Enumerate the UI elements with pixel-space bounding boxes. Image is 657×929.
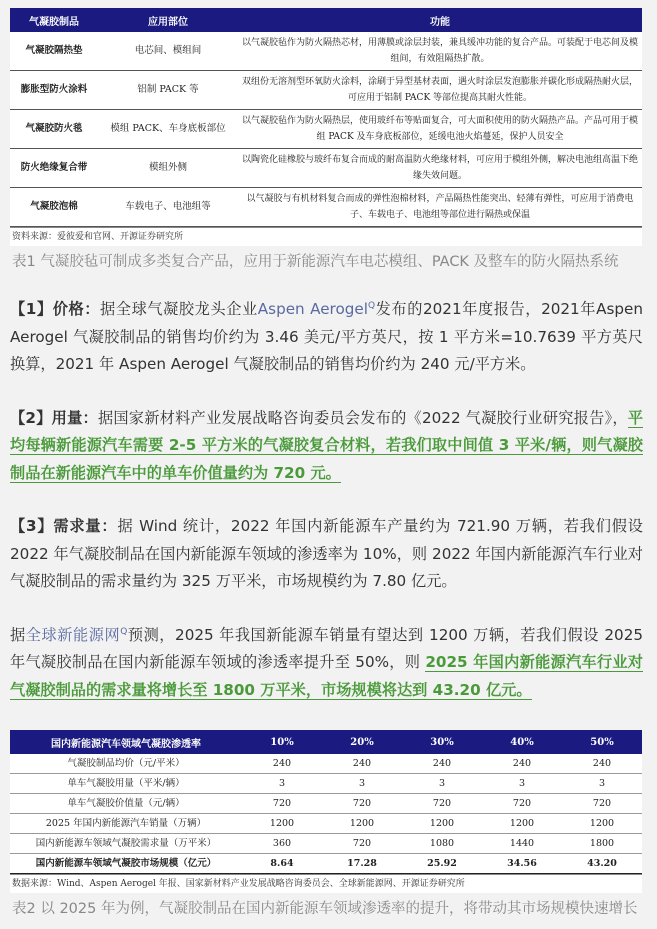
penetration-table xyxy=(10,730,642,893)
row-label: 单车气凝胶用量（平米/辆） xyxy=(10,774,242,794)
table-cell: 720 xyxy=(322,834,402,854)
table-cell: 240 xyxy=(562,754,642,774)
paragraph-label: 【3】需求量： xyxy=(10,517,118,535)
product-function: 以气凝胶毡作为防火隔热层，使用玻纤布等贴面复合，可大面积使用的防火隔热产品。产品可用于模组 PACK 及车身底板部位，延缓电池火焰蔓延，保护人员安全 xyxy=(238,110,642,149)
table-header: 气凝胶制品 xyxy=(10,8,98,32)
table-cell: 3 xyxy=(402,774,482,794)
row-label: 国内新能源车领域气凝胶市场规模（亿元） xyxy=(10,854,242,874)
table-cell: 720 xyxy=(322,794,402,814)
table-header: 10% xyxy=(242,730,322,754)
table-cell: 3 xyxy=(242,774,322,794)
product-location: 模组 PACK、车身底板部位 xyxy=(98,110,238,149)
table-cell: 240 xyxy=(402,754,482,774)
table-cell: 720 xyxy=(482,794,562,814)
paragraph-label: 【1】价格： xyxy=(10,300,101,318)
table-source: 资料来源：爱彼爱和官网、开源证券研究所 xyxy=(10,227,642,246)
table-caption: 表1 气凝胶毡可制成多类复合产品，应用于新能源汽车电芯模组、PACK 及整车的防火隔热系统 xyxy=(12,254,619,270)
aspen-aerogel-link[interactable]: Aspen Aerogel xyxy=(257,300,368,318)
paragraph-forecast xyxy=(10,622,643,705)
table-header: 40% xyxy=(482,730,562,754)
paragraph-text: 据 xyxy=(10,625,26,644)
table-cell: 17.28 xyxy=(322,854,402,874)
table-cell: 240 xyxy=(482,754,562,774)
table-header: 50% xyxy=(562,730,642,754)
product-name: 气凝胶泡棉 xyxy=(10,188,98,227)
table-cell: 720 xyxy=(562,794,642,814)
product-name: 膨胀型防火涂料 xyxy=(10,71,98,110)
product-location: 电芯间、模组间 xyxy=(98,32,238,71)
table-row xyxy=(10,754,642,774)
table-cell: 240 xyxy=(322,754,402,774)
paragraph-usage xyxy=(10,405,643,488)
table-row xyxy=(10,32,642,71)
table-cell: 360 xyxy=(242,834,322,854)
table-row xyxy=(10,854,642,874)
table-row xyxy=(10,794,642,814)
paragraph-text: 预测，2025 年我国新能源车销量有望达到 1200 万辆，若我们假设 2025 年气凝胶制品在国内新能源车领域的渗透率提升至 50%，则 xyxy=(10,625,644,671)
table-cell: 3 xyxy=(562,774,642,794)
highlighted-text: 平均每辆新能源汽车需要 2-5 平方米的气凝胶复合材料，若我们取中间值 3 平米/辆，则气凝胶制品在新能源汽车中的单车价值量约为 720 元。 xyxy=(10,408,643,482)
paragraph-price xyxy=(10,296,643,379)
product-function: 以陶瓷化硅橡胶与玻纤布复合而成的耐高温防火绝缘材料，可应用于模组外侧，解决电池组高温下绝缘失效问题。 xyxy=(238,149,642,188)
table-cell: 1440 xyxy=(482,834,562,854)
product-table xyxy=(10,8,642,246)
global-new-energy-link[interactable]: 全球新能源网 xyxy=(25,625,121,644)
paragraph-text: 据 Wind 统计，2022 年国内新能源车产量约为 721.90 万辆，若我们假设 2022 年气凝胶制品在国内新能源车领域的渗透率为 10%，则 2022 年国内新能源汽车行业对气凝胶制品的需求量约为 325 万平米，市场规模约为 7.80 亿元。 xyxy=(10,517,643,590)
paragraph-demand xyxy=(10,513,643,596)
highlighted-text: 2025 年国内新能源汽车行业对气凝胶制品的需求量将增长至 1800 万平米，市场规模将达到 43.20 亿元。 xyxy=(10,653,643,699)
table-cell: 3 xyxy=(482,774,562,794)
table-cell: 1200 xyxy=(402,814,482,834)
table-row xyxy=(10,110,642,149)
row-label: 气凝胶制品均价（元/平米） xyxy=(10,754,242,774)
product-location: 模组外侧 xyxy=(98,149,238,188)
table-row xyxy=(10,814,642,834)
table-cell: 1200 xyxy=(242,814,322,834)
table-cell: 25.92 xyxy=(402,854,482,874)
table-cell: 240 xyxy=(242,754,322,774)
table-source: 数据来源：Wind、Aspen Aerogel 年报、国家新材料产业发展战略咨询委员会、全球新能源网、开源证券研究所 xyxy=(10,874,642,893)
table-row xyxy=(10,834,642,854)
row-label: 2025 年国内新能源汽车销量（万辆） xyxy=(10,814,242,834)
product-location: 车载电子、电池组等 xyxy=(98,188,238,227)
table-cell: 43.20 xyxy=(562,854,642,874)
table-row xyxy=(10,188,642,227)
product-function: 以气凝胶与有机材料复合而成的弹性泡棉材料，产品隔热性能突出、轻薄有弹性，可应用于消费电子、车载电子、电池组等部位进行隔热或保温 xyxy=(238,188,642,227)
table-header: 应用部位 xyxy=(98,8,238,32)
table-cell: 720 xyxy=(242,794,322,814)
table-row xyxy=(10,149,642,188)
table-cell: 1800 xyxy=(562,834,642,854)
table-header: 30% xyxy=(402,730,482,754)
table-cell: 1200 xyxy=(322,814,402,834)
paragraph-text: 发布的2021年度报告，2021年Aspen Aerogel 气凝胶制品的销售均价约为 3.46 美元/平方英尺，按 1 平方米=10.7639 平方英尺换算，2021 年 Aspen Aerogel 气凝胶制品的销售均价约为 240 元/平方米。 xyxy=(10,300,643,373)
search-icon[interactable]: Q xyxy=(367,300,376,311)
product-function: 双组份无溶剂型环氧防火涂料，涂刷于异型基材表面，遇火时涂层发泡膨胀并碳化形成隔热耐火层，可应用于铝制 PACK 等部位提高其耐火性能。 xyxy=(238,71,642,110)
table-cell: 1200 xyxy=(562,814,642,834)
table-header: 20% xyxy=(322,730,402,754)
table-cell: 720 xyxy=(402,794,482,814)
product-function: 以气凝胶毡作为防火隔热芯材，用薄膜或涂层封装，兼具缓冲功能的复合产品。可装配于电芯间及模组间，有效阻隔热扩散。 xyxy=(238,32,642,71)
table-header: 国内新能源汽车领域气凝胶渗透率 xyxy=(10,730,242,754)
paragraph-text: 据全球气凝胶龙头企业 xyxy=(100,300,258,318)
table-cell: 1200 xyxy=(482,814,562,834)
table-caption: 表2 以 2025 年为例，气凝胶制品在国内新能源车领域渗透率的提升，将带动其市场规模快速增长 xyxy=(12,901,638,917)
table-cell: 8.64 xyxy=(242,854,322,874)
product-name: 气凝胶防火毯 xyxy=(10,110,98,149)
table-row xyxy=(10,71,642,110)
table-row xyxy=(10,774,642,794)
product-name: 防火绝缘复合带 xyxy=(10,149,98,188)
table-cell: 34.56 xyxy=(482,854,562,874)
table-header: 功能 xyxy=(238,8,642,32)
row-label: 国内新能源车领域气凝胶需求量（万平米） xyxy=(10,834,242,854)
table-cell: 1080 xyxy=(402,834,482,854)
paragraph-text: 据国家新材料产业发展战略咨询委员会发布的《2022 气凝胶行业研究报告》， xyxy=(97,408,628,427)
row-label: 单车气凝胶价值量（元/辆） xyxy=(10,794,242,814)
table-cell: 3 xyxy=(322,774,402,794)
product-name: 气凝胶隔热垫 xyxy=(10,32,98,71)
paragraph-label: 【2】用量： xyxy=(10,408,98,427)
product-location: 铝制 PACK 等 xyxy=(98,71,238,110)
search-icon[interactable]: Q xyxy=(120,626,128,637)
